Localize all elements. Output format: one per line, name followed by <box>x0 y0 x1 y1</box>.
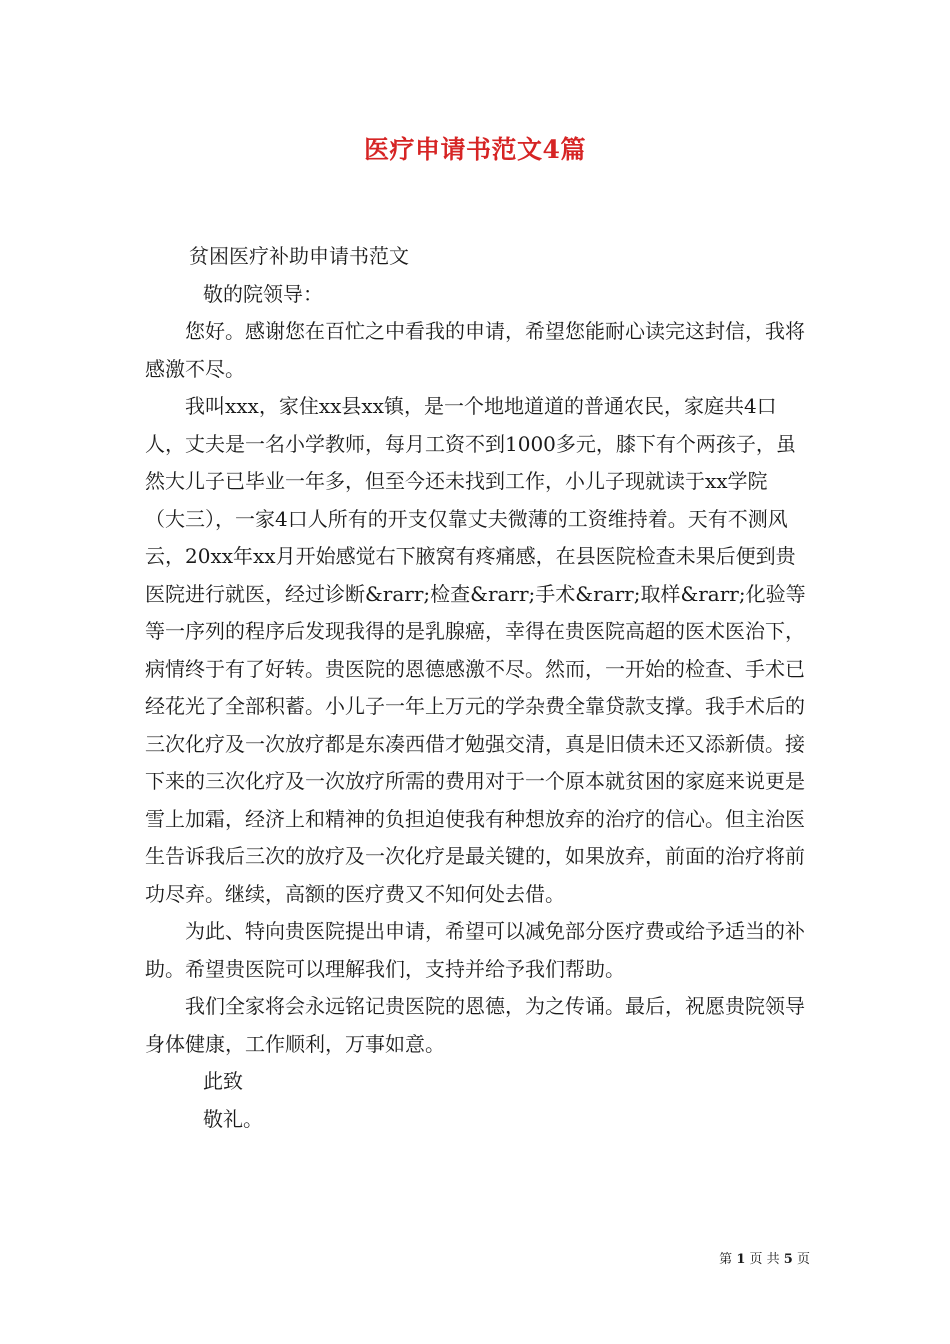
paragraph-background: 我叫xxx，家住xx县xx镇，是一个地地道道的普通农民，家庭共4口人，丈夫是一名小学教师，每月工资不到1000多元，膝下有个两孩子，虽然大儿子已毕业一年多，但至今还未找到工作，小儿子现就读于xx学院（大三），一家4口人所有的开支仅靠丈夫微薄的工资维持着。天有不测风云，20xx年xx月开始感觉右下腋窝有疼痛感，在县医院检查未果后便到贵医院进行就医，经过诊断&rarr;检查&rarr;手术&rarr;取样&rarr;化验等等一序列的程序后发现我得的是乳腺癌，幸得在贵医院高超的医术医治下，病情终于有了好转。贵医院的恩德感激不尽。然而，一开始的检查、手术已经花光了全部积蓄。小儿子一年上万元的学杂费全靠贷款支撑。我手术后的三次化疗及一次放疗都是东凑西借才勉强交清，真是旧债未还又添新债。接下来的三次化疗及一次放疗所需的费用对于一个原本就贫困的家庭来说更是雪上加霜，经济上和精神的负担迫使我有种想放弃的治疗的信心。但主治医生告诉我后三次的放疗及一次化疗是最关键的，如果放弃，前面的治疗将前功尽弃。继续，高额的医疗费又不知何处去借。 <box>145 394 806 906</box>
paragraph-thanks: 我们全家将会永远铭记贵医院的恩德，为之传诵。最后，祝愿贵院领导身体健康，工作顺利，万事如意。 <box>145 994 805 1056</box>
document-body <box>145 238 807 1138</box>
footer-prefix: 第 <box>719 1252 733 1267</box>
paragraph-request: 为此、特向贵医院提出申请，希望可以减免部分医疗费或给予适当的补助。希望贵医院可以理解我们，支持并给予我们帮助。 <box>145 919 805 981</box>
document-title: 医疗申请书范文4篇 <box>364 135 586 164</box>
section-heading: 贫困医疗补助申请书范文 <box>189 244 409 268</box>
salutation: 敬的院领导： <box>203 281 323 306</box>
footer-middle: 页 共 <box>749 1252 780 1267</box>
paragraph-greeting: 您好。感谢您在百忙之中看我的申请，希望您能耐心读完这封信，我将感激不尽。 <box>145 319 805 381</box>
footer-suffix: 页 <box>796 1252 810 1267</box>
footer-current-page: 1 <box>736 1252 746 1267</box>
page-number-footer <box>700 1248 810 1267</box>
closing-line-1: 此致 <box>203 1069 243 1093</box>
footer-total-pages: 5 <box>783 1252 793 1267</box>
closing-line-2: 敬礼。 <box>203 1106 263 1131</box>
